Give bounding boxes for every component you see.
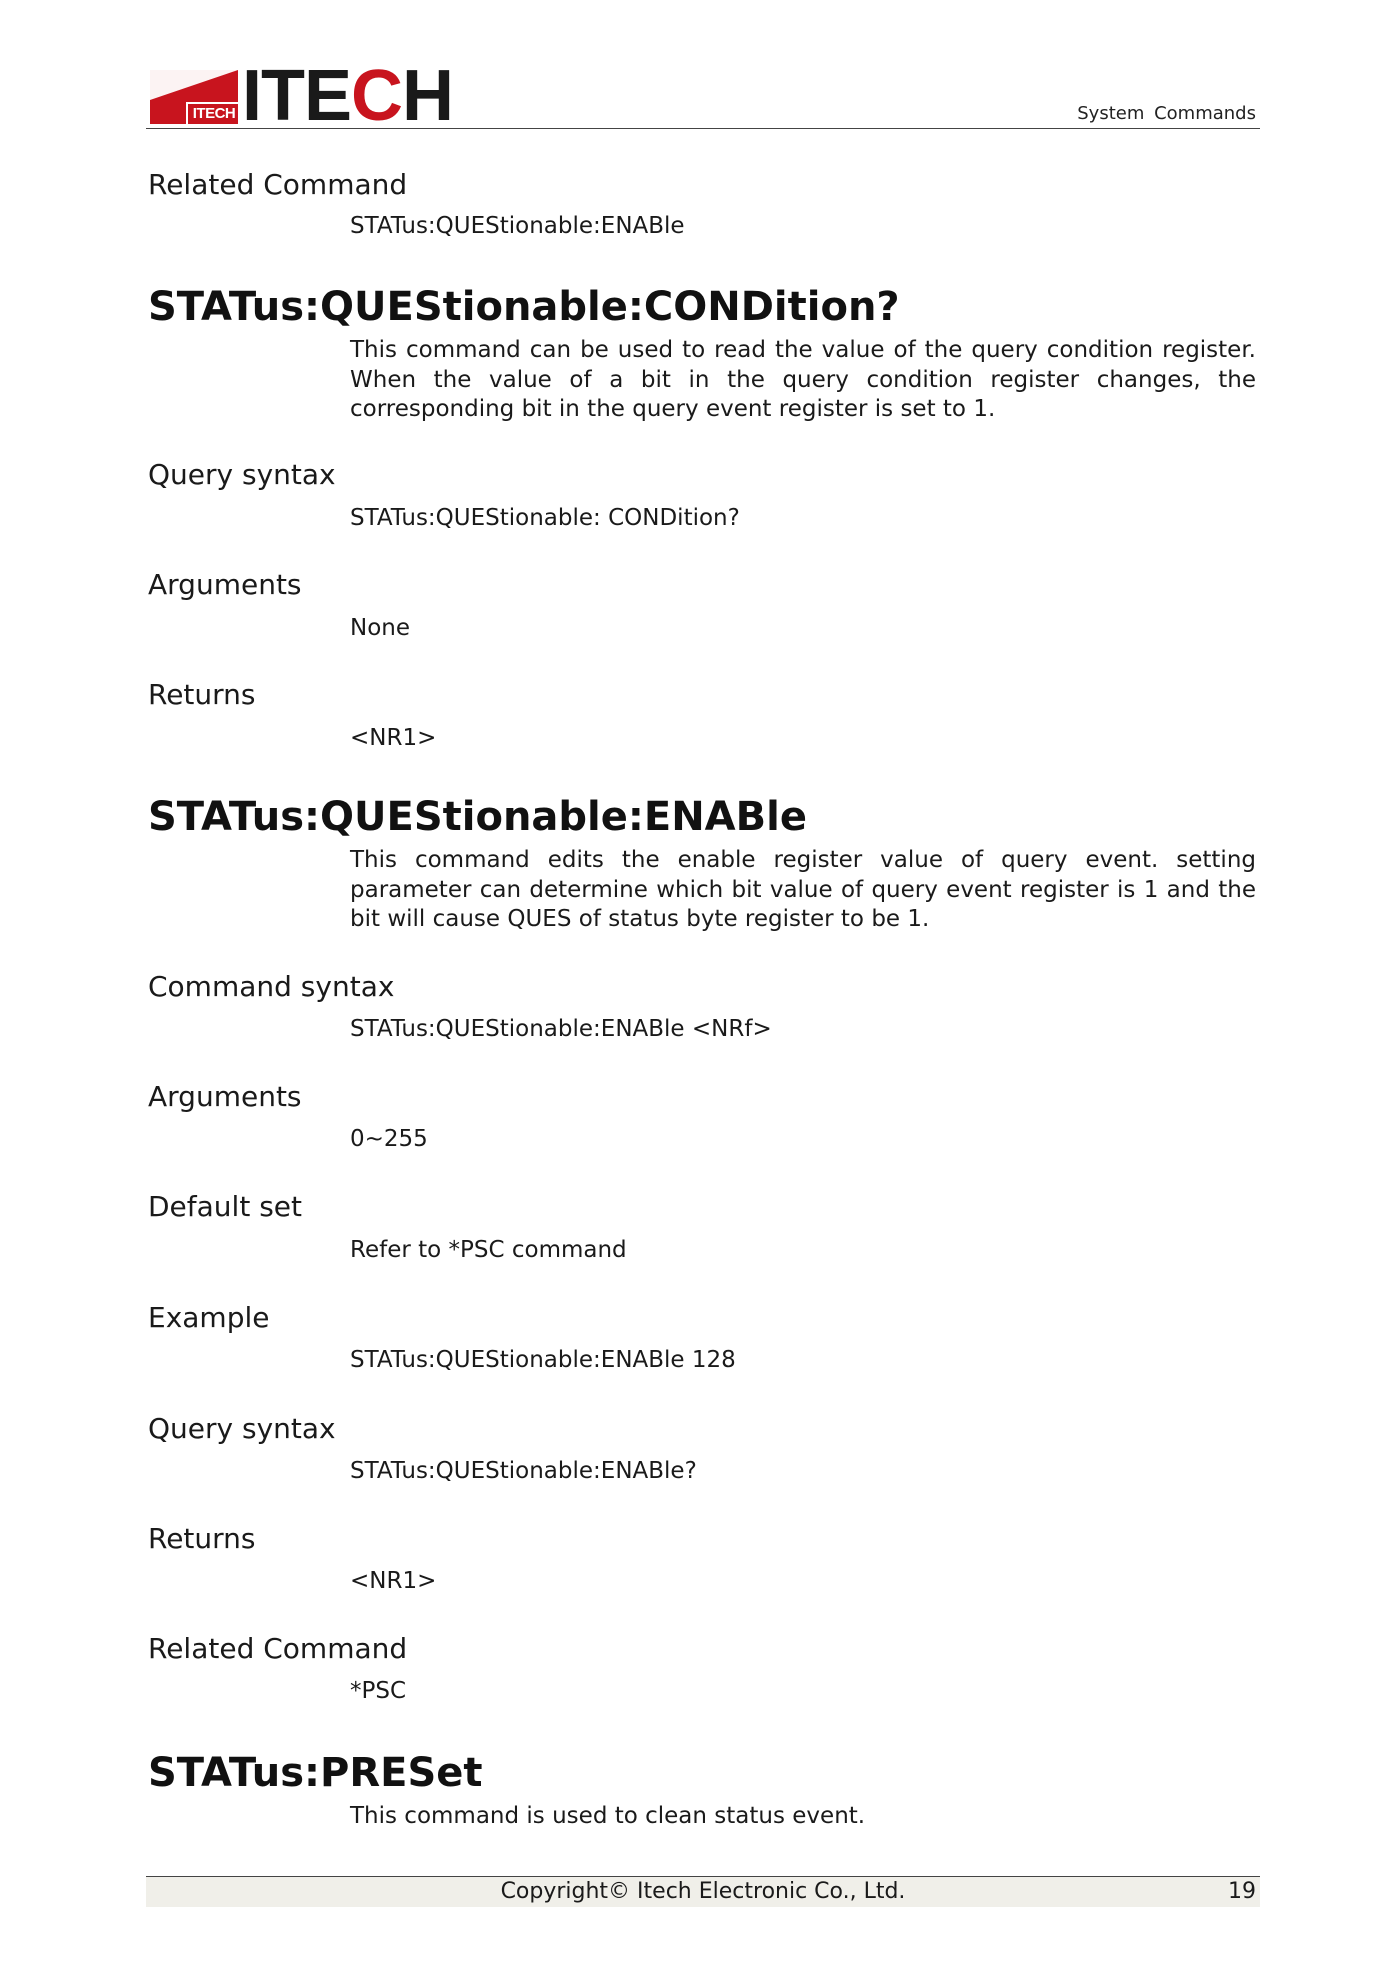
- enable-command-syntax-label: Command syntax: [148, 970, 395, 1003]
- enable-command-title: STATus:QUEStionable:ENABle: [148, 794, 807, 840]
- itech-logo-mark: [150, 70, 238, 124]
- logo-word: ITECH: [242, 56, 454, 136]
- condition-returns-label: Returns: [148, 678, 256, 711]
- enable-query-syntax-label: Query syntax: [148, 1412, 336, 1445]
- enable-example-value: STATus:QUEStionable:ENABle 128: [350, 1347, 736, 1373]
- enable-query-syntax-value: STATus:QUEStionable:ENABle?: [350, 1458, 697, 1484]
- itech-logo: [150, 56, 454, 136]
- preset-command-title: STATus:PRESet: [148, 1750, 483, 1796]
- enable-default-set-value: Refer to *PSC command: [350, 1237, 627, 1263]
- itech-logo-text: [242, 56, 454, 136]
- enable-related-command-value: *PSC: [350, 1678, 407, 1704]
- condition-query-syntax-label: Query syntax: [148, 458, 336, 491]
- enable-default-set-label: Default set: [148, 1190, 302, 1223]
- related-command-label: Related Command: [148, 168, 408, 201]
- section-title: System Commands: [1077, 103, 1256, 124]
- enable-returns-label: Returns: [148, 1522, 256, 1555]
- condition-returns-value: <NR1>: [350, 725, 437, 751]
- enable-arguments-value: 0~255: [350, 1126, 428, 1152]
- page-header: [146, 56, 1260, 136]
- page-number: 19: [1228, 1879, 1256, 1904]
- enable-command-syntax-value: STATus:QUEStionable:ENABle <NRf>: [350, 1016, 772, 1042]
- copyright-text: Copyright© Itech Electronic Co., Ltd.: [500, 1879, 906, 1904]
- itech-logo-small-text: ITECH: [186, 102, 238, 124]
- enable-example-label: Example: [148, 1301, 270, 1334]
- enable-description: This command edits the enable register value of query event. setting parameter can determine which bit value of query event register is 1 and the bit will cause QUES of status byte register to be 1.: [350, 847, 1256, 932]
- enable-arguments-label: Arguments: [148, 1080, 302, 1113]
- related-command-value: STATus:QUEStionable:ENABle: [350, 213, 685, 239]
- condition-arguments-value: None: [350, 615, 411, 641]
- preset-description: This command is used to clean status event.: [350, 1803, 866, 1829]
- enable-returns-value: <NR1>: [350, 1568, 437, 1594]
- condition-arguments-label: Arguments: [148, 568, 302, 601]
- enable-related-command-label: Related Command: [148, 1632, 408, 1665]
- page-footer: [146, 1876, 1260, 1907]
- condition-query-syntax-value: STATus:QUEStionable: CONDition?: [350, 505, 740, 531]
- condition-description: This command can be used to read the value of the query condition register. When the value of a bit in the query condition register changes, the corresponding bit in the query event register is set to 1.: [350, 337, 1256, 422]
- condition-command-title: STATus:QUEStionable:CONDition?: [148, 284, 900, 330]
